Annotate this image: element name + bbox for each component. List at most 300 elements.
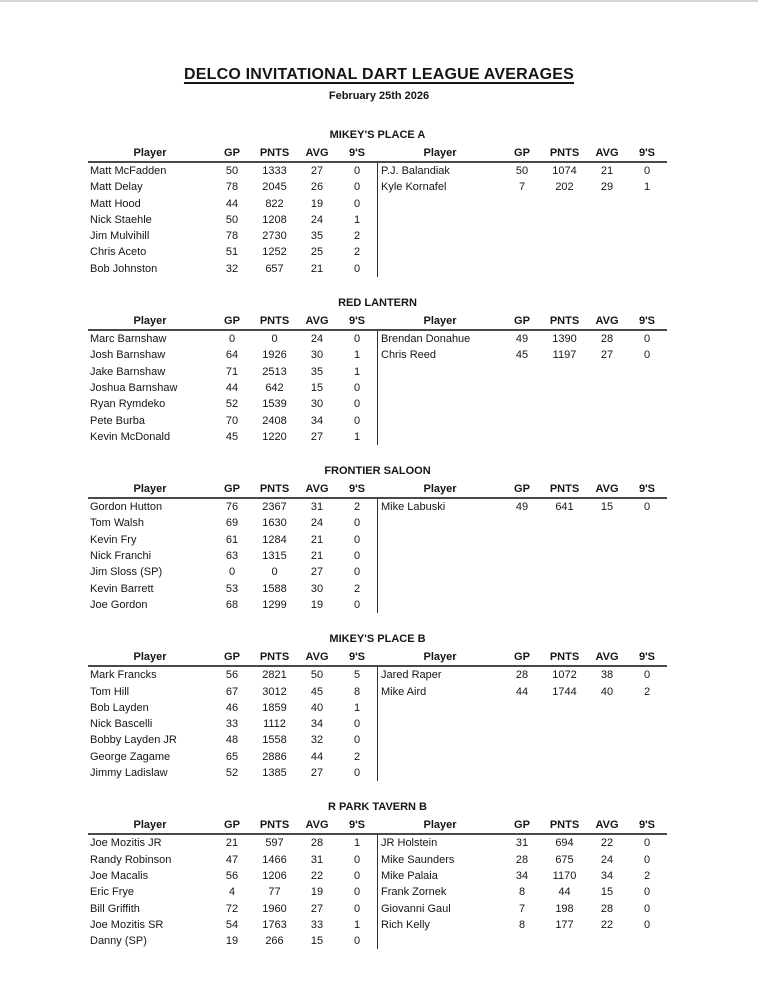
gp-cell: 52 (225, 767, 239, 780)
player-row (88, 364, 377, 380)
player-row (88, 917, 377, 933)
right-half-table (377, 482, 667, 613)
column-header-row (377, 482, 667, 499)
player-row (88, 564, 377, 580)
column-header-avg: AVG (305, 651, 329, 664)
sections-container (88, 128, 667, 949)
column-header-pnts: PNTS (549, 147, 580, 159)
avg-cell: 28 (600, 902, 614, 915)
column-header-nines: 9'S (348, 651, 366, 664)
page-top-border (0, 0, 758, 2)
avg-cell: 22 (600, 837, 614, 850)
player-row (88, 244, 377, 260)
column-header-pnts: PNTS (259, 483, 290, 496)
pnts-cell: 2367 (262, 501, 287, 514)
player-row (378, 684, 667, 700)
column-header-row (377, 146, 667, 163)
nines-cell: 0 (353, 902, 361, 915)
player-cell: Kevin Fry (90, 533, 137, 546)
gp-cell: 46 (225, 701, 239, 714)
nines-cell: 0 (353, 935, 361, 948)
player-cell: Bob Layden (90, 701, 149, 714)
player-row (88, 749, 377, 765)
column-header-row (88, 482, 377, 499)
player-cell: Eric Frye (90, 886, 134, 899)
player-rows (88, 667, 377, 781)
player-cell: Ryan Rymdeko (90, 398, 166, 411)
avg-cell: 30 (310, 582, 324, 595)
right-half-table (377, 818, 667, 949)
player-row (88, 429, 377, 445)
player-cell: Danny (SP) (90, 935, 147, 948)
gp-cell: 54 (225, 918, 239, 931)
nines-cell: 1 (353, 213, 361, 226)
player-row (88, 716, 377, 732)
player-rows (88, 499, 377, 613)
gp-cell: 33 (225, 718, 239, 731)
averages-table (88, 650, 667, 781)
player-row (88, 261, 377, 277)
right-half-table (377, 146, 667, 277)
player-cell: Brendan Donahue (381, 333, 471, 346)
gp-cell: 72 (225, 902, 239, 915)
gp-cell: 31 (515, 837, 529, 850)
pnts-cell: 1072 (552, 669, 577, 682)
avg-cell: 35 (310, 365, 324, 378)
gp-cell: 50 (225, 213, 239, 226)
player-cell: Jim Mulvihill (90, 230, 150, 243)
nines-cell: 0 (353, 598, 361, 611)
left-half-table (88, 818, 377, 949)
section-title: FRONTIER SALOON (324, 465, 431, 478)
column-header-row (88, 818, 377, 835)
pnts-cell: 641 (555, 501, 574, 514)
gp-cell: 28 (515, 853, 529, 866)
player-cell: Josh Barnshaw (90, 349, 166, 362)
gp-cell: 34 (515, 869, 529, 882)
pnts-cell: 1390 (552, 333, 577, 346)
column-header-nines: 9'S (348, 819, 366, 832)
pnts-cell: 44 (558, 886, 571, 899)
player-row (378, 331, 667, 347)
nines-cell: 0 (353, 414, 361, 427)
gp-cell: 7 (518, 902, 526, 915)
player-cell: Jimmy Ladislaw (90, 767, 168, 780)
column-header-pnts: PNTS (549, 651, 580, 664)
gp-cell: 50 (515, 165, 529, 177)
column-header-nines: 9'S (638, 651, 656, 664)
pnts-cell: 822 (265, 197, 284, 210)
right-half-table (377, 314, 667, 445)
column-header-player: Player (133, 147, 167, 159)
pnts-cell: 1385 (262, 767, 287, 780)
column-header-gp: GP (224, 483, 240, 496)
pnts-cell: 266 (265, 935, 284, 948)
pnts-cell: 202 (555, 181, 574, 194)
column-header-gp: GP (514, 483, 530, 496)
pnts-cell: 1926 (262, 349, 287, 362)
averages-table (88, 482, 667, 613)
player-cell: JR Holstein (381, 837, 438, 850)
column-header-player: Player (133, 315, 167, 328)
pnts-cell: 1170 (552, 869, 577, 882)
pnts-cell: 1763 (262, 918, 287, 931)
player-cell: Mike Aird (381, 685, 427, 698)
gp-cell: 68 (225, 598, 239, 611)
gp-cell: 44 (515, 685, 529, 698)
gp-cell: 45 (225, 430, 239, 443)
player-cell: Nick Bascelli (90, 718, 153, 731)
gp-cell: 63 (225, 550, 239, 563)
player-row (88, 228, 377, 244)
gp-cell: 67 (225, 685, 239, 698)
column-header-player: Player (133, 483, 167, 496)
avg-cell: 50 (310, 669, 324, 682)
player-row (88, 884, 377, 900)
player-row (88, 347, 377, 363)
nines-cell: 2 (643, 685, 651, 698)
gp-cell: 70 (225, 414, 239, 427)
avg-cell: 21 (600, 165, 614, 177)
player-cell: Bill Griffith (90, 902, 140, 915)
pnts-cell: 657 (265, 262, 284, 275)
player-cell: Jared Raper (381, 669, 442, 682)
player-row (88, 515, 377, 531)
column-header-avg: AVG (595, 819, 619, 832)
nines-cell: 1 (353, 918, 361, 931)
nines-cell: 0 (353, 718, 361, 731)
nines-cell: 0 (353, 869, 361, 882)
column-header-avg: AVG (305, 315, 329, 328)
column-header-pnts: PNTS (259, 819, 290, 832)
nines-cell: 0 (643, 333, 651, 346)
avg-cell: 35 (310, 230, 324, 243)
pnts-cell: 3012 (262, 685, 287, 698)
avg-cell: 27 (310, 902, 324, 915)
player-cell: Gordon Hutton (90, 501, 163, 514)
player-row (88, 835, 377, 851)
player-rows-with-divider (377, 331, 667, 445)
pnts-cell: 2886 (262, 750, 287, 763)
pnts-cell: 177 (555, 918, 574, 931)
avg-cell: 27 (310, 767, 324, 780)
avg-cell: 15 (600, 886, 614, 899)
league-section (88, 632, 667, 781)
player-row (88, 933, 377, 949)
player-row (378, 179, 667, 195)
nines-cell: 0 (643, 918, 651, 931)
player-cell: Bob Johnston (90, 262, 158, 275)
nines-cell: 0 (643, 669, 651, 682)
player-row (378, 852, 667, 868)
gp-cell: 71 (225, 365, 239, 378)
avg-cell: 28 (310, 837, 324, 850)
section-title: R PARK TAVERN B (328, 801, 427, 814)
nines-cell: 0 (353, 853, 361, 866)
player-cell: Mike Saunders (381, 853, 455, 866)
gp-cell: 52 (225, 398, 239, 411)
player-rows-with-divider (377, 499, 667, 613)
gp-cell: 8 (518, 918, 526, 931)
player-row (88, 396, 377, 412)
gp-cell: 47 (225, 853, 239, 866)
player-row (88, 163, 377, 179)
column-header-row (88, 650, 377, 667)
player-row (88, 852, 377, 868)
player-cell: Kevin Barrett (90, 582, 154, 595)
nines-cell: 0 (353, 734, 361, 747)
column-header-row (377, 818, 667, 835)
nines-cell: 0 (353, 398, 361, 411)
player-cell: Jim Sloss (SP) (90, 566, 163, 579)
column-header-player: Player (423, 819, 457, 832)
pnts-cell: 1112 (263, 718, 286, 731)
player-rows (88, 163, 377, 277)
column-header-pnts: PNTS (549, 819, 580, 832)
gp-cell: 64 (225, 349, 239, 362)
avg-cell: 15 (600, 501, 614, 514)
player-row (378, 917, 667, 933)
player-row (88, 667, 377, 683)
avg-cell: 21 (310, 262, 324, 275)
nines-cell: 0 (353, 566, 361, 579)
avg-cell: 34 (310, 414, 324, 427)
player-row (88, 700, 377, 716)
pnts-cell: 1220 (262, 430, 287, 443)
column-header-pnts: PNTS (259, 147, 290, 159)
nines-cell: 1 (353, 837, 361, 850)
player-cell: Rich Kelly (381, 918, 430, 931)
column-header-gp: GP (514, 315, 530, 328)
avg-cell: 24 (600, 853, 614, 866)
column-header-gp: GP (514, 819, 530, 832)
player-cell: Chris Aceto (90, 246, 147, 259)
avg-cell: 27 (310, 430, 324, 443)
player-cell: Tom Walsh (90, 517, 144, 530)
nines-cell: 0 (353, 333, 361, 346)
pnts-cell: 1299 (262, 598, 287, 611)
player-cell: Joe Macalis (90, 869, 149, 882)
avg-cell: 15 (310, 935, 324, 948)
nines-cell: 1 (353, 365, 361, 378)
player-cell: Matt McFadden (90, 165, 167, 177)
pnts-cell: 1206 (262, 869, 287, 882)
column-header-nines: 9'S (638, 147, 656, 159)
pnts-cell: 1744 (552, 685, 577, 698)
player-row (88, 548, 377, 564)
column-header-nines: 9'S (638, 819, 656, 832)
avg-cell: 34 (600, 869, 614, 882)
player-cell: Chris Reed (381, 349, 437, 362)
avg-cell: 45 (310, 685, 324, 698)
pnts-cell: 1558 (262, 734, 287, 747)
nines-cell: 1 (353, 349, 361, 362)
avg-cell: 24 (310, 213, 324, 226)
avg-cell: 27 (310, 165, 324, 177)
league-section (88, 128, 667, 277)
player-row (88, 179, 377, 195)
pnts-cell: 2045 (262, 181, 287, 194)
player-cell: Kyle Kornafel (381, 181, 447, 194)
gp-cell: 4 (228, 886, 236, 899)
player-rows (88, 835, 377, 949)
nines-cell: 0 (643, 165, 651, 177)
avg-cell: 24 (310, 333, 324, 346)
avg-cell: 24 (310, 517, 324, 530)
nines-cell: 0 (353, 197, 361, 210)
nines-cell: 0 (643, 837, 651, 850)
gp-cell: 56 (225, 669, 239, 682)
player-cell: Nick Franchi (90, 550, 152, 563)
column-header-player: Player (423, 315, 457, 328)
player-cell: Joe Mozitis SR (90, 918, 164, 931)
gp-cell: 0 (228, 333, 236, 346)
column-header-player: Player (423, 483, 457, 496)
nines-cell: 0 (353, 550, 361, 563)
column-header-avg: AVG (305, 483, 329, 496)
avg-cell: 29 (600, 181, 614, 194)
avg-cell: 44 (310, 750, 324, 763)
column-header-row (88, 314, 377, 331)
player-row (88, 532, 377, 548)
player-rows (88, 331, 377, 445)
player-cell: Matt Hood (90, 197, 141, 210)
column-header-player: Player (133, 819, 167, 832)
column-header-avg: AVG (595, 651, 619, 664)
player-row (88, 380, 377, 396)
left-half-table (88, 650, 377, 781)
pnts-cell: 198 (555, 902, 574, 915)
averages-table (88, 818, 667, 949)
column-header-pnts: PNTS (259, 315, 290, 328)
left-half-table (88, 146, 377, 277)
gp-cell: 53 (225, 582, 239, 595)
avg-cell: 31 (310, 501, 324, 514)
column-header-gp: GP (514, 147, 530, 159)
nines-cell: 2 (353, 246, 361, 259)
column-header-pnts: PNTS (259, 651, 290, 664)
gp-cell: 44 (225, 197, 239, 210)
gp-cell: 78 (225, 230, 239, 243)
player-row (378, 868, 667, 884)
player-cell: P.J. Balandiak (381, 165, 450, 177)
pnts-cell: 1197 (552, 349, 577, 362)
player-cell: Mike Palaia (381, 869, 438, 882)
player-row (378, 163, 667, 179)
nines-cell: 0 (643, 349, 651, 362)
averages-table (88, 146, 667, 277)
section-title: MIKEY'S PLACE B (329, 633, 426, 646)
pnts-cell: 642 (265, 381, 284, 394)
nines-cell: 2 (353, 750, 361, 763)
nines-cell: 0 (353, 181, 361, 194)
pnts-cell: 2821 (262, 669, 287, 682)
column-header-player: Player (423, 147, 457, 159)
player-row (378, 499, 667, 515)
column-header-nines: 9'S (638, 315, 656, 328)
player-cell: Joe Mozitis JR (90, 837, 162, 850)
section-title: RED LANTERN (338, 297, 417, 310)
pnts-cell: 1315 (262, 550, 287, 563)
player-cell: Randy Robinson (90, 853, 172, 866)
column-header-row (88, 146, 377, 163)
avg-cell: 27 (600, 349, 614, 362)
nines-cell: 0 (353, 767, 361, 780)
pnts-cell: 2730 (262, 230, 287, 243)
column-header-avg: AVG (595, 315, 619, 328)
player-row (88, 581, 377, 597)
pnts-cell: 1252 (262, 246, 287, 259)
section-title: MIKEY'S PLACE A (329, 129, 426, 141)
player-cell: Nick Staehle (90, 213, 152, 226)
page-title: DELCO INVITATIONAL DART LEAGUE AVERAGES (183, 66, 575, 83)
left-half-table (88, 314, 377, 445)
avg-cell: 32 (310, 734, 324, 747)
avg-cell: 30 (310, 349, 324, 362)
nines-cell: 2 (353, 582, 361, 595)
nines-cell: 1 (353, 701, 361, 714)
player-row (378, 901, 667, 917)
avg-cell: 27 (310, 566, 324, 579)
pnts-cell: 0 (271, 566, 278, 579)
player-row (88, 765, 377, 781)
avg-cell: 28 (600, 333, 614, 346)
nines-cell: 0 (353, 262, 361, 275)
pnts-cell: 1630 (262, 517, 287, 530)
player-cell: Matt Delay (90, 181, 143, 194)
column-header-gp: GP (224, 819, 240, 832)
column-header-nines: 9'S (638, 483, 656, 496)
avg-cell: 15 (310, 381, 324, 394)
player-rows-with-divider (377, 163, 667, 277)
nines-cell: 5 (353, 669, 361, 682)
pnts-cell: 77 (268, 886, 281, 899)
gp-cell: 49 (515, 501, 529, 514)
player-cell: Pete Burba (90, 414, 146, 427)
nines-cell: 2 (353, 501, 361, 514)
nines-cell: 2 (353, 230, 361, 243)
gp-cell: 0 (228, 566, 236, 579)
nines-cell: 1 (643, 181, 651, 194)
player-rows-with-divider (377, 667, 667, 781)
column-header-nines: 9'S (348, 315, 366, 328)
pnts-cell: 675 (555, 853, 574, 866)
pnts-cell: 2513 (262, 365, 287, 378)
player-cell: Kevin McDonald (90, 430, 171, 443)
column-header-pnts: PNTS (549, 483, 580, 496)
column-header-nines: 9'S (348, 483, 366, 496)
avg-cell: 40 (310, 701, 324, 714)
nines-cell: 0 (643, 501, 651, 514)
avg-cell: 19 (310, 598, 324, 611)
page-date: February 25th 2026 (328, 90, 430, 102)
player-row (378, 667, 667, 683)
player-cell: Frank Zornek (381, 886, 447, 899)
nines-cell: 0 (643, 902, 651, 915)
player-row (378, 884, 667, 900)
player-cell: George Zagame (90, 750, 171, 763)
nines-cell: 0 (353, 165, 361, 177)
player-row (378, 835, 667, 851)
avg-cell: 21 (310, 533, 324, 546)
gp-cell: 32 (225, 262, 239, 275)
gp-cell: 28 (515, 669, 529, 682)
column-header-gp: GP (514, 651, 530, 664)
player-cell: Bobby Layden JR (90, 734, 177, 747)
gp-cell: 51 (225, 246, 239, 259)
gp-cell: 45 (515, 349, 529, 362)
player-row (88, 212, 377, 228)
